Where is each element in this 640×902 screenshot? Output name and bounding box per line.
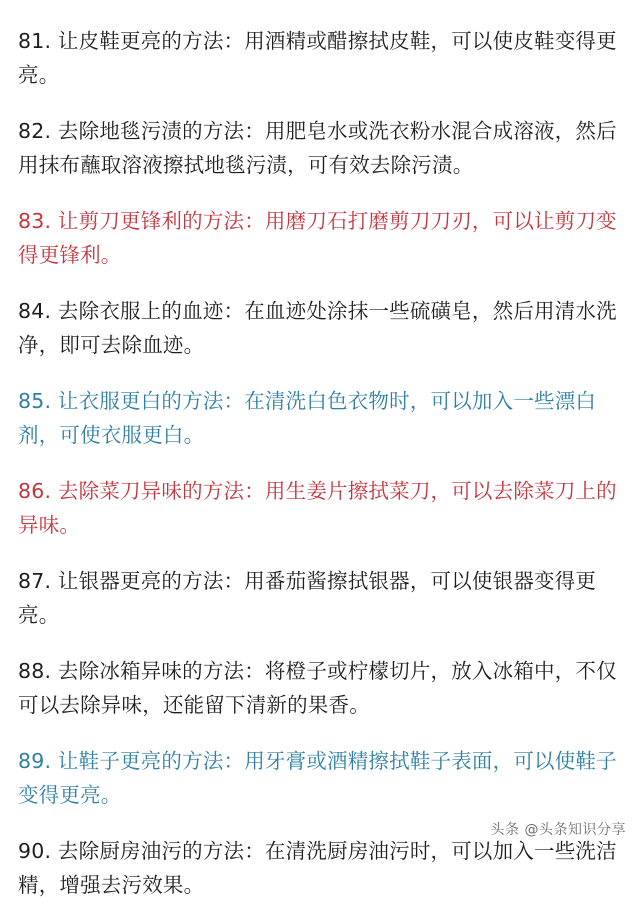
- tip-81: 81. 让皮鞋更亮的方法：用酒精或醋擦拭皮鞋，可以使皮鞋变得更亮。: [18, 29, 617, 87]
- tip-85: 85. 让衣服更白的方法：在清洗白色衣物时，可以加入一些漂白剂，可使衣服更白。: [18, 389, 597, 447]
- tip-89: 89. 让鞋子更亮的方法：用牙膏或酒精擦拭鞋子表面，可以使鞋子变得更亮。: [18, 749, 617, 807]
- watermark-text: 头条 @头条知识分享: [490, 822, 626, 838]
- tip-83: 83. 让剪刀更锋利的方法：用磨刀石打磨剪刀刀刃，可以让剪刀变得更锋利。: [18, 209, 617, 267]
- tip-87: 87. 让银器更亮的方法：用番茄酱擦拭银器，可以使银器变得更亮。: [18, 569, 597, 627]
- tip-88: 88. 去除冰箱异味的方法：将橙子或柠檬切片，放入冰箱中，不仅可以去除异味，还能留下清新的果香。: [18, 659, 617, 717]
- tip-86: 86. 去除菜刀异味的方法：用生姜片擦拭菜刀，可以去除菜刀上的异味。: [18, 479, 617, 537]
- tip-82: 82. 去除地毯污渍的方法：用肥皂水或洗衣粉水混合成溶液，然后用抹布蘸取溶液擦拭地毯污渍，可有效去除污渍。: [18, 119, 617, 177]
- tip-90: 90. 去除厨房油污的方法：在清洗厨房油污时，可以加入一些洗洁精，增强去污效果。: [18, 839, 617, 897]
- tip-84: 84. 去除衣服上的血迹：在血迹处涂抹一些硫磺皂，然后用清水洗净，即可去除血迹。: [18, 299, 617, 357]
